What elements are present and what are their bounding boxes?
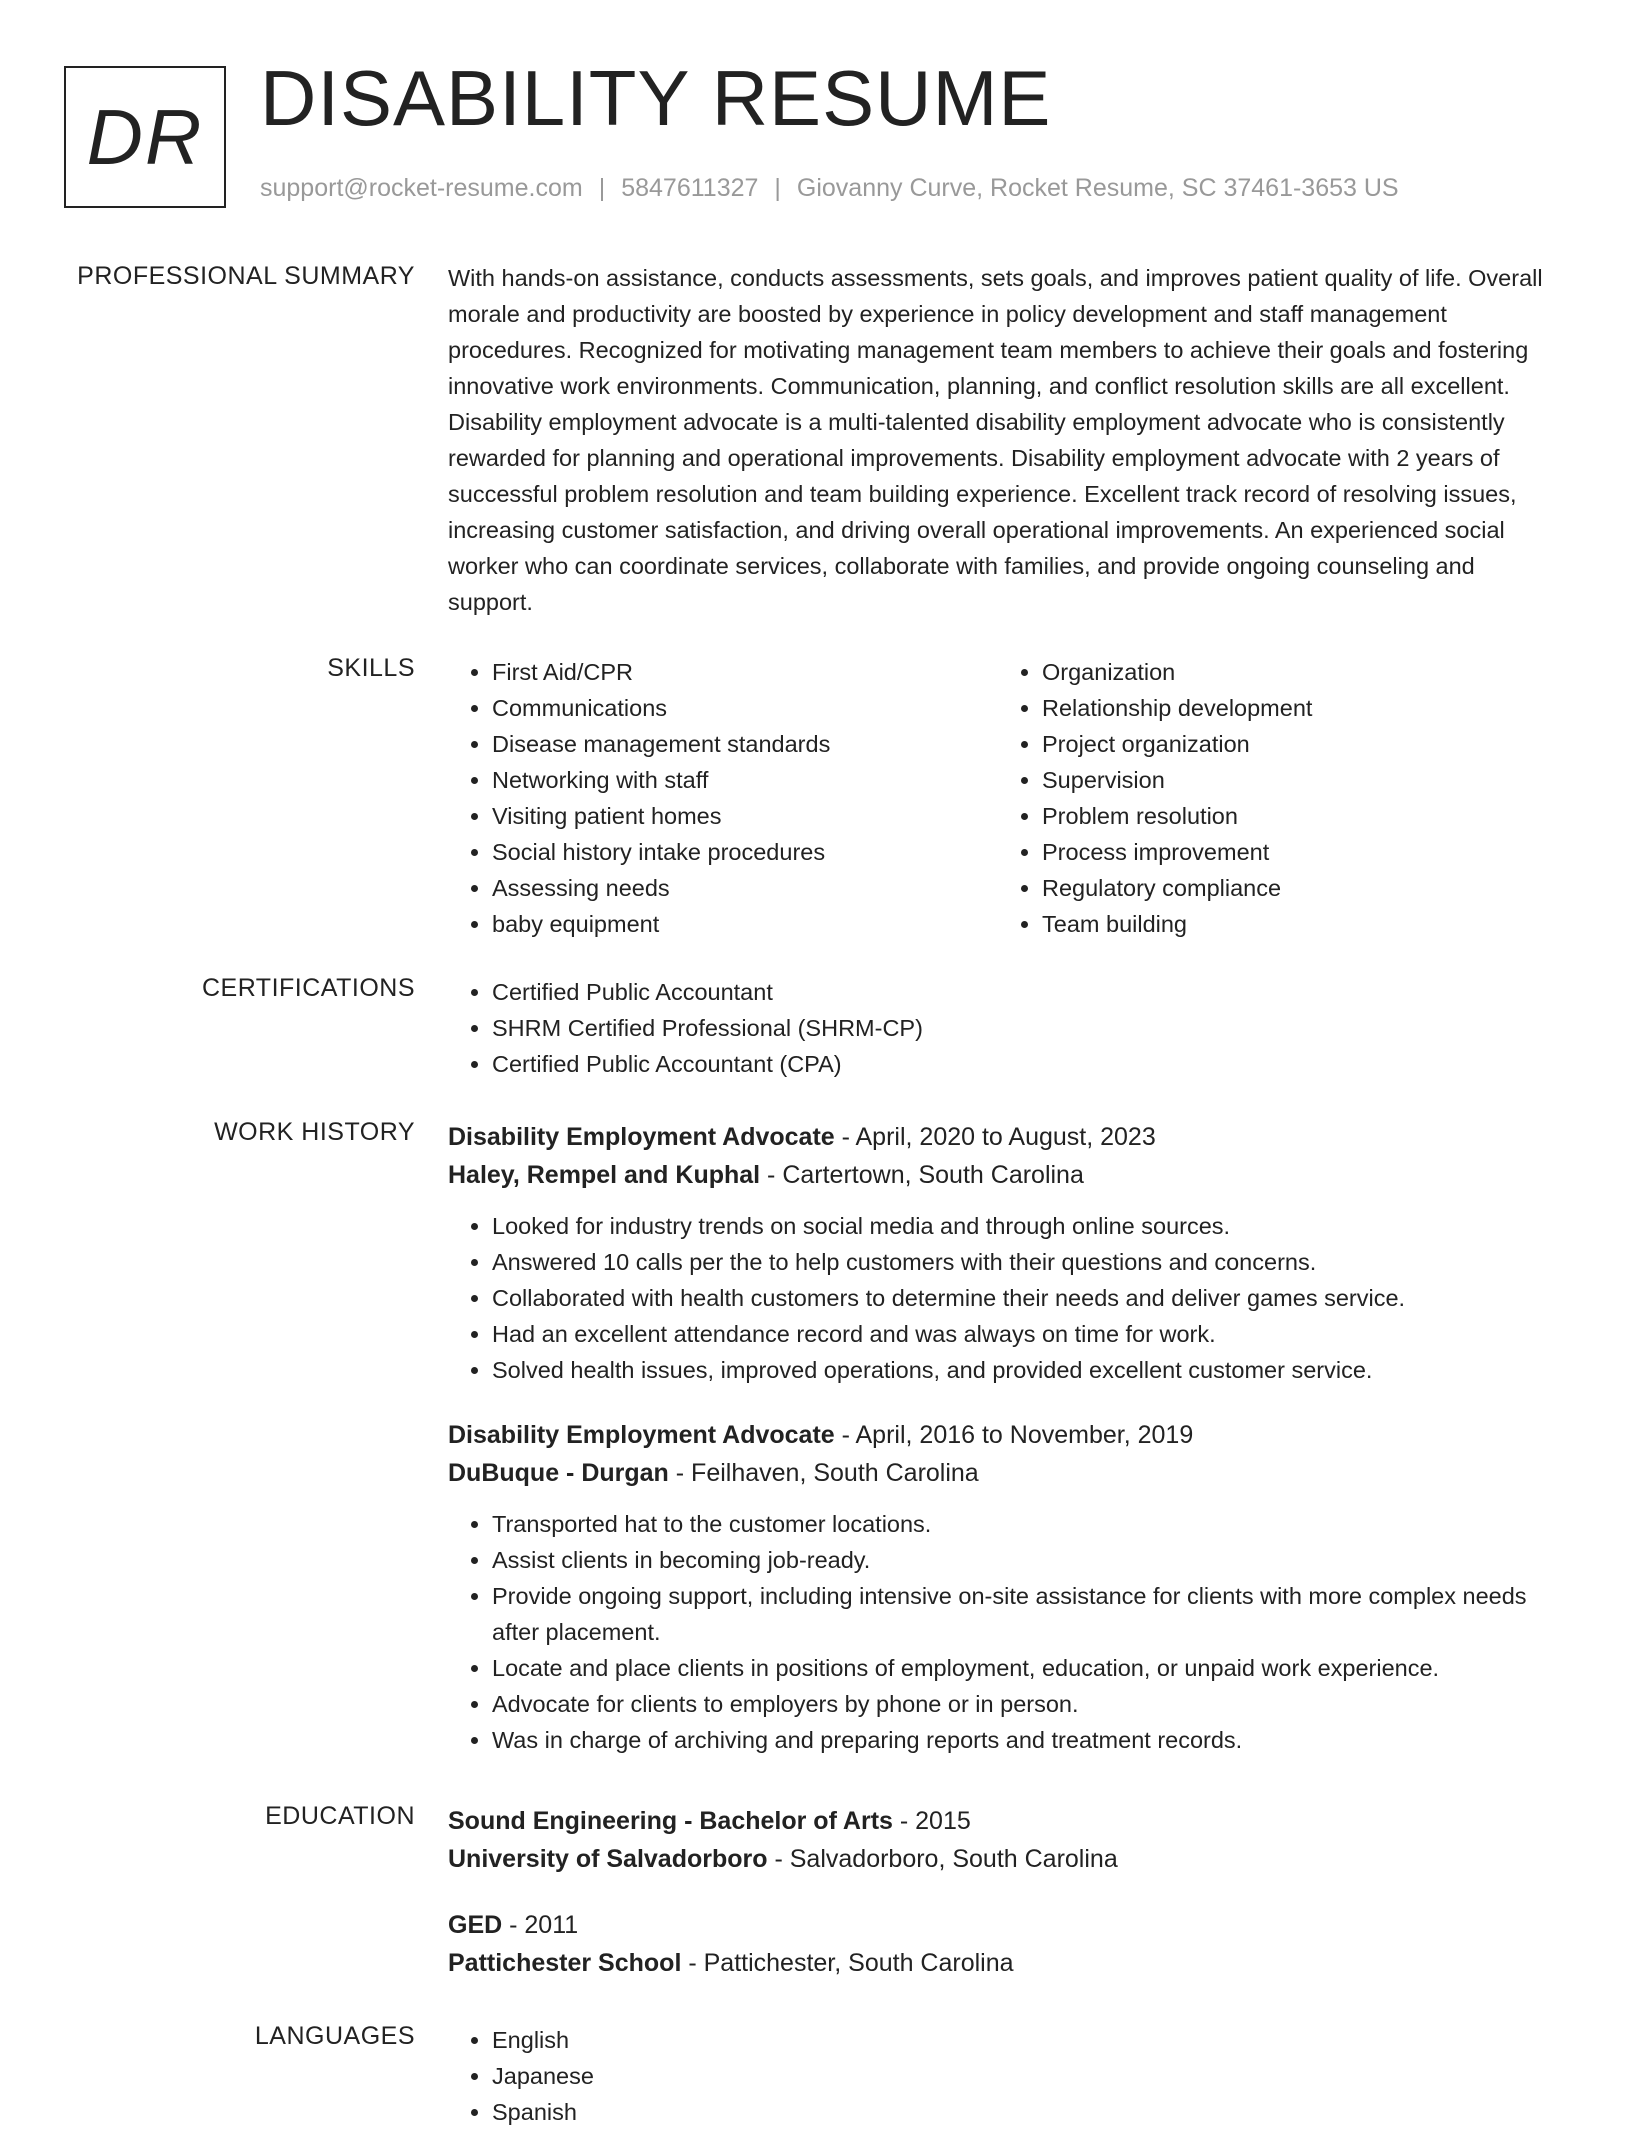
contact-separator: | — [598, 174, 606, 202]
skills-list-left — [448, 654, 998, 942]
skills-body — [448, 654, 1548, 942]
job-dates: - April, 2020 to August, 2023 — [834, 1123, 1156, 1151]
list-item: • Provide ongoing support, including intensive on-site assistance for clients with more complex needs after placement. — [492, 1578, 1548, 1650]
list-item: • Certified Public Accountant (CPA) — [492, 1046, 1548, 1082]
summary-text: With hands-on assistance, conducts assessments, sets goals, and improves patient quality of life. Overall morale and productivity are boosted by experience in policy development and staff management procedures. Recognized for motivating management team members to achieve their goals and fostering innovative work environments. Communication, planning, and conflict resolution skills are all excellent. Disability employment advocate is a multi-talented disability employment advocate who is consistently rewarded for planning and operational improvements. Disability employment advocate with 2 years of successful problem resolution and team building experience. Excellent track record of resolving issues, increasing customer satisfaction, and driving overall operational improvements. An experienced social worker who can coordinate services, collaborate with families, and provide ongoing counseling and support. — [448, 265, 1543, 615]
job-company-line — [448, 1454, 1548, 1492]
contact-separator: | — [774, 174, 781, 202]
list-item: • English — [492, 2022, 1548, 2058]
education-year: - 2011 — [502, 1911, 579, 1939]
languages-body — [448, 2022, 1548, 2130]
skills-list-right — [998, 654, 1548, 942]
education-location: - Salvadorboro, South Carolina — [767, 1845, 1118, 1873]
list-item: • Spanish — [492, 2094, 1548, 2130]
list-item: • SHRM Certified Professional (SHRM-CP) — [492, 1010, 1548, 1046]
section-label-skills: SKILLS — [327, 654, 415, 682]
list-item: • Supervision — [1042, 762, 1548, 798]
list-item: • Assist clients in becoming job-ready. — [492, 1542, 1548, 1578]
education-school-line — [448, 1944, 1548, 1982]
job-entry — [448, 1416, 1548, 1758]
languages-list — [448, 2022, 1548, 2130]
section-label-certifications: CERTIFICATIONS — [201, 974, 415, 1002]
education-school: University of Salvadorboro — [448, 1845, 768, 1873]
education-degree-line — [448, 1906, 1548, 1944]
list-item: • Disease management standards — [492, 726, 998, 762]
contact-phone[interactable]: 5847611327 — [621, 174, 759, 202]
list-item: • Networking with staff — [492, 762, 998, 798]
list-item: • Was in charge of archiving and preparing reports and treatment records. — [492, 1722, 1548, 1758]
list-item: • Social history intake procedures — [492, 834, 998, 870]
list-item: • Japanese — [492, 2058, 1548, 2094]
job-title: Disability Employment Advocate — [448, 1123, 835, 1151]
contact-line — [260, 174, 1399, 203]
education-degree: Sound Engineering - Bachelor of Arts — [448, 1807, 893, 1835]
list-item: • Team building — [1042, 906, 1548, 942]
education-school: Pattichester School — [448, 1949, 682, 1977]
education-body — [448, 1802, 1548, 1982]
list-item: • Advocate for clients to employers by phone or in person. — [492, 1686, 1548, 1722]
job-entry — [448, 1118, 1548, 1388]
education-year: - 2015 — [892, 1807, 971, 1835]
job-title-line — [448, 1118, 1548, 1156]
job-company: DuBuque - Durgan — [448, 1459, 669, 1487]
list-item: • Had an excellent attendance record and was always on time for work. — [492, 1316, 1548, 1352]
section-label-work: WORK HISTORY — [214, 1118, 415, 1146]
contact-email[interactable]: support@rocket-resume.com — [260, 174, 583, 202]
job-location: - Feilhaven, South Carolina — [668, 1459, 979, 1487]
job-company-line — [448, 1156, 1548, 1194]
monogram-initials: DR — [86, 92, 204, 181]
section-label-languages: LANGUAGES — [254, 2022, 415, 2050]
certifications-list — [448, 974, 1548, 1082]
list-item: • Certified Public Accountant — [492, 974, 1548, 1010]
list-item: • Locate and place clients in positions of employment, education, or unpaid work experience. — [492, 1650, 1548, 1686]
education-degree: GED — [448, 1911, 503, 1939]
list-item: • Process improvement — [1042, 834, 1548, 870]
section-label-education: EDUCATION — [265, 1802, 415, 1830]
list-item: • Assessing needs — [492, 870, 998, 906]
list-item: • baby equipment — [492, 906, 998, 942]
list-item: • Looked for industry trends on social media and through online sources. — [492, 1208, 1548, 1244]
job-location: - Cartertown, South Carolina — [760, 1161, 1084, 1189]
work-body — [448, 1118, 1548, 1758]
certifications-body — [448, 974, 1548, 1082]
job-company: Haley, Rempel and Kuphal — [448, 1161, 761, 1189]
list-item: • Regulatory compliance — [1042, 870, 1548, 906]
list-item: • Problem resolution — [1042, 798, 1548, 834]
list-item: • Answered 10 calls per the to help customers with their questions and concerns. — [492, 1244, 1548, 1280]
list-item: • Solved health issues, improved operations, and provided excellent customer service. — [492, 1352, 1548, 1388]
job-bullets — [448, 1506, 1548, 1758]
list-item: • Organization — [1042, 654, 1548, 690]
monogram-box — [64, 66, 226, 208]
job-title-line — [448, 1416, 1548, 1454]
list-item: • Visiting patient homes — [492, 798, 998, 834]
list-item: • Transported hat to the customer locations. — [492, 1506, 1548, 1542]
list-item: • First Aid/CPR — [492, 654, 998, 690]
education-entry — [448, 1802, 1548, 1878]
list-item: • Communications — [492, 690, 998, 726]
list-item: • Project organization — [1042, 726, 1548, 762]
list-item: • Relationship development — [1042, 690, 1548, 726]
education-school-line — [448, 1840, 1548, 1878]
education-entry — [448, 1906, 1548, 1982]
contact-address: Giovanny Curve, Rocket Resume, SC 37461-3653 US — [796, 174, 1399, 202]
education-location: - Pattichester, South Carolina — [681, 1949, 1014, 1977]
resume-title: DISABILITY RESUME — [260, 54, 1052, 142]
education-degree-line — [448, 1802, 1548, 1840]
job-bullets — [448, 1208, 1548, 1388]
job-dates: - April, 2016 to November, 2019 — [834, 1421, 1194, 1449]
summary-body — [448, 260, 1548, 620]
section-label-summary: PROFESSIONAL SUMMARY — [77, 262, 415, 290]
job-title: Disability Employment Advocate — [448, 1421, 835, 1449]
list-item: • Collaborated with health customers to determine their needs and deliver games service. — [492, 1280, 1548, 1316]
